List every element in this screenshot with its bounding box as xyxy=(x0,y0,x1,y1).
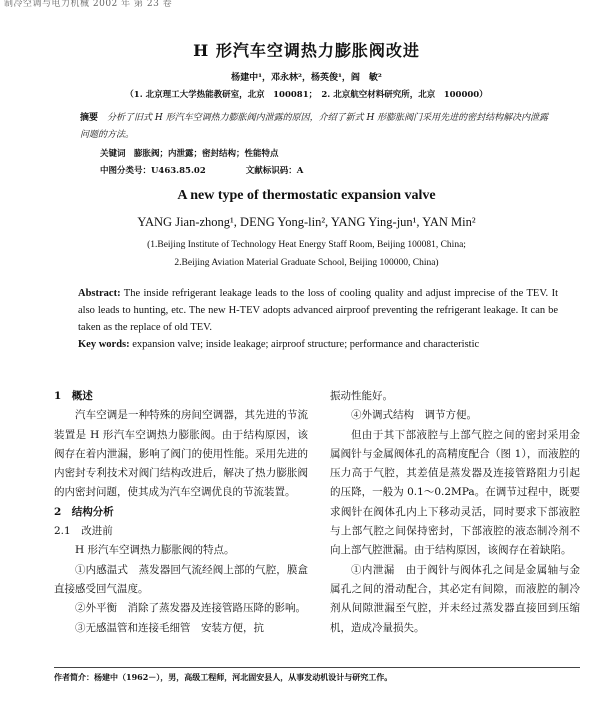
keywords-english-label: Key words: xyxy=(78,339,130,350)
section-2-heading: 2 结构分析 xyxy=(54,505,114,518)
document-code: 文献标识码：A xyxy=(245,166,304,176)
abstract-english-text: The inside refrigerant leakage leads to the loss of cooling quality and adjust imprecise of the TEV. It also leads to hunting, etc. The new H-TEV adopts advanced airproof preventing the refrigerant leakage. It can be taken as the replace of old TEV. xyxy=(78,288,558,333)
affiliations-chinese: （1. 北京理工大学热能教研室，北京 100081； 2. 北京航空材料研究所，北京 100000） xyxy=(125,90,488,100)
classification-chinese xyxy=(100,164,303,176)
title-english: A new type of thermostatic expansion valve xyxy=(177,188,436,203)
keywords-english-text: expansion valve; inside leakage; airproof structure; performance and characteristic xyxy=(129,339,480,350)
section-2-1-intro: H 形汽车空调热力膨胀阀的特点。 xyxy=(75,544,235,557)
footnote-divider xyxy=(54,667,580,668)
defect-paragraph: 但由于其下部液腔与上部气腔之间的密封采用金属阀针与金属阀体孔的高精度配合（图 1），而液腔的压力高于气腔，其差值是蒸发器及连接管路阻力引起的压降，一般为 0.1～0.2MPa。在调节过程中，既要求阀针在阀体孔内上下移动灵活，同时要求下部液腔与上部气腔之间保持密封，下部液腔的液态制冷剂不向上部气腔泄漏。由于结构原因，该阀存在着缺陷。 xyxy=(330,428,580,557)
feature-item-2: ②外平衡 消除了蒸发器及连接管路压降的影响。 xyxy=(75,602,306,615)
abstract-chinese-text: 分析了旧式 H 形汽车空调热力膨胀阀内泄露的原因，介绍了新式 H 形膨胀阀门采用先进的密封结构解决内泄露问题的方法。 xyxy=(80,113,549,140)
left-column xyxy=(54,387,308,638)
running-header: 制冷空调与电力机械 2002 年 第 23 卷 xyxy=(4,0,173,9)
feature-item-4: ④外调式结构 调节方便。 xyxy=(351,409,477,422)
abstract-chinese xyxy=(80,110,550,144)
title-chinese: H 形汽车空调热力膨胀阀改进 xyxy=(193,41,420,60)
abstract-english xyxy=(78,285,558,353)
clc-number: 中图分类号：U463.85.02 xyxy=(100,166,206,176)
section-1-paragraph: 汽车空调是一种特殊的房间空调器，其先进的节流装置是 H 形汽车空调热力膨胀阀。由于结构原因，该阀存在着内泄漏，影响了阀门的使用性能。采用先进的内密封专利技术对阀门结构改进后，解决了热力膨胀阀的内密封问题，使其成为汽车空调优良的节流装置。 xyxy=(54,409,308,499)
right-column xyxy=(330,387,580,638)
abstract-chinese-label: 摘要 xyxy=(80,113,99,123)
affiliation-english-1: (1.Beijing Institute of Technology Heat Energy Staff Room, Beijing 100081, China; xyxy=(147,240,466,250)
authors-chinese: 杨建中¹，邓永林²，杨英俊¹，阎 敏² xyxy=(231,73,382,83)
section-1-heading: 1 概述 xyxy=(54,390,93,402)
author-footnote: 作者简介：杨建中（1962－），男，高级工程师，河北固安县人，从事发动机设计与研究工作。 xyxy=(54,672,393,682)
feature-item-3: ③无感温管和连接毛细管 安装方便，抗 xyxy=(75,621,264,634)
abstract-english-label: Abstract: xyxy=(78,288,121,299)
inner-leakage-paragraph: ①内泄漏 由于阀针与阀体孔之间是金属轴与金属孔之间的滑动配合，其必定有间隙，而液腔的制冷剂从间隙泄漏至气腔，并未经过蒸发器直接回到压缩机，造成冷量损失。 xyxy=(330,563,580,634)
feature-item-3-continued: 振动性能好。 xyxy=(330,390,393,402)
affiliation-english-2: 2.Beijing Aviation Material Graduate School, Beijing 100000, China) xyxy=(174,258,439,268)
keywords-chinese: 关键词 膨胀阀；内泄露；密封结构；性能特点 xyxy=(100,149,279,159)
section-2-1-heading: 2.1 改进前 xyxy=(54,525,113,538)
authors-english: YANG Jian-zhong¹, DENG Yong-lin², YANG Ying-jun¹, YAN Min² xyxy=(137,215,476,229)
feature-item-1: ①内感温式 蒸发器回气流经阀上部的气腔，膜盒直接感受回气温度。 xyxy=(54,563,308,595)
